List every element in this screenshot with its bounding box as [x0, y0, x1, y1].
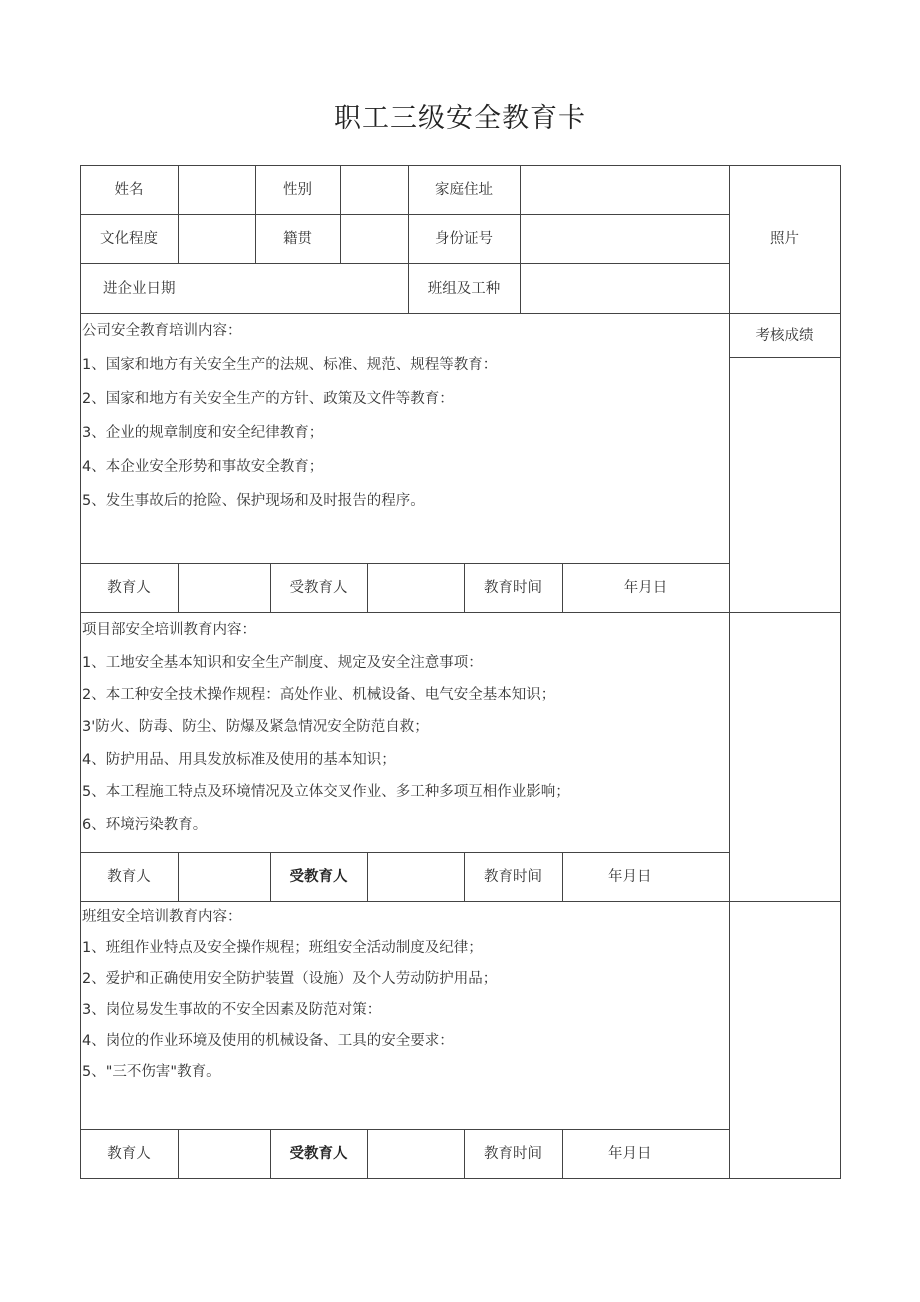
list-item: 3、岗位易发生事故的不安全因素及防范对策： [82, 1002, 382, 1018]
list-item: 5、"三不伤害"教育。 [82, 1064, 221, 1080]
education-label: 文化程度 [100, 231, 158, 247]
photo-label: 照片 [770, 231, 799, 247]
origin-label: 籍贯 [283, 231, 312, 247]
id-number-label: 身份证号 [435, 231, 493, 247]
divider [520, 165, 521, 314]
team-label: 班组及工种 [427, 281, 501, 297]
list-item: 5、发生事故后的抢险、保护现场和及时报告的程序。 [82, 493, 425, 509]
divider [178, 165, 179, 264]
divider [178, 852, 179, 901]
list-item: 5、本工程施工特点及环境情况及立体交叉作业、多工种多项互相作业影响； [82, 784, 570, 800]
divider [80, 901, 841, 902]
page-title: 职工三级安全教育卡 [334, 103, 586, 134]
trainee-label: 受教育人 [289, 869, 348, 885]
time-label: 教育时间 [484, 869, 542, 885]
time-label: 教育时间 [484, 1146, 542, 1162]
divider [178, 563, 179, 612]
divider [367, 852, 368, 901]
educator-label: 教育人 [107, 580, 151, 596]
list-item: 6、环境污染教育。 [82, 817, 208, 833]
trainee-label: 受教育人 [289, 580, 348, 596]
trainee-label: 受教育人 [289, 1146, 348, 1162]
educator-label: 教育人 [107, 869, 151, 885]
address-label: 家庭住址 [435, 182, 493, 198]
list-item: 1、班组作业特点及安全操作规程；班组安全活动制度及纪律； [82, 940, 483, 956]
date-value: 年月日 [608, 869, 652, 885]
divider [562, 1129, 563, 1178]
divider [367, 1129, 368, 1178]
divider [80, 612, 841, 613]
list-item: 2、本工种安全技术操作规程：高处作业、机械设备、电气安全基本知识； [82, 687, 556, 703]
table-border-top [80, 165, 841, 166]
list-item: 3'防火、防毒、防尘、防爆及紧急情况安全防范自救； [82, 719, 429, 735]
list-item: 1、国家和地方有关安全生产的法规、标准、规范、规程等教育： [82, 357, 498, 373]
divider [562, 852, 563, 901]
list-item: 3、企业的规章制度和安全纪律教育； [82, 425, 324, 441]
join-date-label: 进企业日期 [103, 281, 176, 297]
date-value: 年月日 [623, 580, 668, 596]
list-item: 2、爱护和正确使用安全防护装置（设施）及个人劳动防护用品； [82, 971, 498, 987]
divider [340, 165, 341, 264]
list-item: 2、国家和地方有关安全生产的方针、政策及文件等教育： [82, 391, 454, 407]
divider [178, 1129, 179, 1178]
section-heading: 公司安全教育培训内容： [82, 323, 242, 339]
table-border-right [840, 165, 841, 1179]
educator-label: 教育人 [107, 1146, 151, 1162]
table-border-left [80, 165, 81, 1179]
name-label: 姓名 [114, 182, 144, 198]
list-item: 1、工地安全基本知识和安全生产制度、规定及安全注意事项： [82, 655, 483, 671]
list-item: 4、本企业安全形势和事故安全教育； [82, 459, 324, 475]
list-item: 4、岗位的作业环境及使用的机械设备、工具的安全要求： [82, 1033, 454, 1049]
divider [80, 313, 841, 314]
list-item: 4、防护用品、用具发放标准及使用的基本知识； [82, 752, 396, 768]
gender-label: 性别 [283, 182, 312, 198]
section-heading: 项目部安全培训教育内容： [82, 622, 256, 638]
score-label: 考核成绩 [755, 328, 814, 344]
photo-column-divider [729, 165, 730, 1179]
date-value: 年月日 [608, 1146, 652, 1162]
divider [729, 357, 841, 358]
table-border-bottom [80, 1178, 841, 1179]
section-heading: 班组安全培训教育内容： [82, 909, 242, 925]
divider [367, 563, 368, 612]
time-label: 教育时间 [484, 580, 542, 596]
